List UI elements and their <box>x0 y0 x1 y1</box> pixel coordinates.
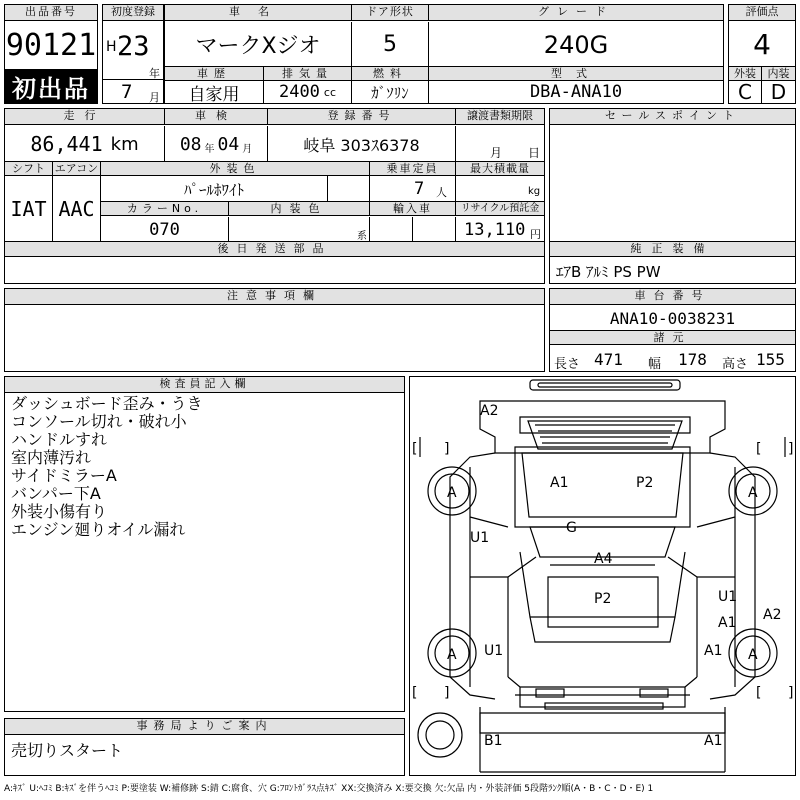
score-box <box>728 4 796 104</box>
width: 178 <box>678 350 707 369</box>
mark-wheel-br: A <box>748 647 758 663</box>
notes-label: 注意事項欄 <box>5 289 544 305</box>
history-label: 車歴 <box>165 67 264 81</box>
first-reg-month: 7 <box>121 81 133 103</box>
height: 155 <box>756 350 785 369</box>
color-no-label: カラーNo. <box>101 202 229 216</box>
inspector-box <box>4 376 405 712</box>
exterior-grade: C <box>729 81 762 103</box>
bracket-right-close: ] <box>788 685 794 701</box>
later-parts-label: 後日発送部品 <box>5 242 544 257</box>
model-label: 型式 <box>429 67 723 81</box>
exterior-color-label: 外装色 <box>101 162 370 176</box>
sales-points-box <box>549 108 796 284</box>
first-reg-year: 23 <box>117 31 150 62</box>
displacement-label: 排気量 <box>264 67 352 81</box>
registration-number: 岐阜 303ｽ6378 <box>268 126 456 162</box>
inspector-line: バンパー下A <box>11 484 101 503</box>
mileage-cell <box>5 126 165 162</box>
lot-label: 出品番号 <box>5 5 97 21</box>
interior-grade: D <box>770 80 787 104</box>
mark-a1-roof: A1 <box>550 475 569 491</box>
ac: AAC <box>53 176 101 242</box>
mark-p2-roof: P2 <box>636 475 654 491</box>
inspector-line: ハンドルすれ <box>11 430 108 449</box>
first-registration-box <box>102 4 164 104</box>
max-load-label: 最大積載量 <box>456 162 544 176</box>
exterior-color: ﾊﾟｰﾙﾎﾜｲﾄ <box>101 176 328 202</box>
inspector-line: 室内薄汚れ <box>11 448 92 467</box>
car-info-box <box>164 4 724 104</box>
length-label: 長さ <box>554 357 581 372</box>
import-label: 輸入車 <box>370 202 456 216</box>
office-label: 事務局よりご案内 <box>5 719 404 735</box>
displacement-cell <box>264 81 352 103</box>
inspection-month-unit: 月 <box>242 143 253 155</box>
transfer-month-unit: 月 <box>490 146 503 160</box>
inspector-line: サイドミラーA <box>11 466 117 485</box>
month-unit: 月 <box>149 91 160 104</box>
inspection-year: 08 <box>179 133 202 155</box>
inspection-cell <box>165 126 268 162</box>
chassis-label: 車台番号 <box>550 289 795 305</box>
max-load-cell <box>456 176 544 202</box>
interior-color-label: 内装色 <box>229 202 370 216</box>
genuine-equipment: ｴｱB ｱﾙﾐ PS PW <box>556 263 661 281</box>
inspection-label: 車検 <box>165 109 268 125</box>
dims-label: 諸元 <box>550 331 795 345</box>
interior-color-unit: 系 <box>357 231 367 242</box>
mileage-unit: km <box>110 133 139 155</box>
width-label: 幅 <box>648 357 662 372</box>
mark-a1-right-front: A1 <box>718 615 737 631</box>
shift-label: シフト <box>5 162 53 176</box>
office-text: 売切りスタート <box>11 741 124 760</box>
shift: IAT <box>5 176 53 242</box>
year-unit: 年 <box>149 67 160 80</box>
exterior-color-extra <box>328 176 370 202</box>
max-load-unit: kg <box>528 186 541 197</box>
capacity-unit: 人 <box>436 186 447 199</box>
interior-label: 内装 <box>762 67 795 81</box>
recycle-cell <box>456 217 544 242</box>
fuel-label: 燃料 <box>352 67 429 81</box>
inspector-line: エンジン廻りオイル漏れ <box>11 520 186 539</box>
sales-points-value <box>550 126 795 242</box>
mark-p2-hood: P2 <box>594 591 612 607</box>
car-name: マークXジオ <box>165 22 352 67</box>
mark-a2-top: A2 <box>480 403 499 419</box>
genuine-equipment-label: 純正装備 <box>550 242 795 257</box>
first-reg-label: 初度登録 <box>103 5 163 21</box>
mark-wheel-tl: A <box>447 485 457 501</box>
mileage-label: 走行 <box>5 109 165 125</box>
transfer-day-unit: 日 <box>528 146 541 160</box>
notes-box <box>4 288 545 372</box>
first-listing-badge: 初出品 <box>5 69 97 103</box>
grade-label: グレード <box>429 5 723 21</box>
sales-points-label: セールスポイント <box>550 109 795 125</box>
exterior-label: 外装 <box>729 67 762 81</box>
import-cell-a <box>370 217 413 242</box>
recycle-unit: 円 <box>530 228 541 241</box>
inspection-month: 04 <box>217 133 240 155</box>
damage-diagram <box>409 376 796 776</box>
mark-u1-left-rear: U1 <box>484 643 504 659</box>
inspector-line: ダッシュボード歪み・うき <box>11 394 203 413</box>
mark-u1-right-front: U1 <box>718 589 738 605</box>
car-outline <box>410 377 795 775</box>
capacity-label: 乗車定員 <box>370 162 456 176</box>
mark-a4-hood: A4 <box>594 551 613 567</box>
transfer-label: 譲渡書類期限 <box>456 109 544 125</box>
later-parts-value <box>5 258 544 283</box>
grade: 240G <box>543 30 609 59</box>
dims-row <box>550 346 795 371</box>
bracket-right-open: [ <box>756 441 762 457</box>
mark-a1-bottom: A1 <box>704 733 723 749</box>
bracket-left-close: ] <box>444 685 450 701</box>
legend: A:ｷｽﾞ U:ﾍｺﾐ B:ｷｽﾞを伴うﾍｺﾐ P:要塗装 W:補修跡 S:錆 C:腐食、穴 G:ﾌﾛﾝﾄｶﾞﾗｽ点ｷｽﾞ XX:交換済み X:要交換 欠:欠品 内・外装評価 5段階ﾗﾝｸ順(A・B・C・D・E) 1 <box>4 784 654 794</box>
doors: 5 <box>352 22 429 67</box>
mark-wheel-tr: A <box>748 485 758 501</box>
reg-label: 登録番号 <box>268 109 456 125</box>
capacity-cell <box>370 176 456 202</box>
inspection-year-unit: 年 <box>204 143 215 155</box>
door-label: ドア形状 <box>352 5 429 21</box>
chassis-box <box>549 288 796 372</box>
model: DBA-ANA10 <box>529 82 623 102</box>
inspector-line: コンソール切れ・破れ小 <box>11 412 187 431</box>
fuel: ｶﾞｿﾘﾝ <box>352 81 429 103</box>
mark-a2-right: A2 <box>763 607 782 623</box>
mark-b1-bottom: B1 <box>484 733 503 749</box>
bracket-right-open: [ <box>756 685 762 701</box>
color-no: 070 <box>101 217 229 242</box>
displacement: 2400 <box>278 82 320 102</box>
length: 471 <box>594 350 623 369</box>
mileage: 86,441 <box>30 132 103 156</box>
office-box <box>4 718 405 776</box>
inspector-label: 検査員記入欄 <box>5 377 404 393</box>
car-name-label: 車名 <box>165 5 352 21</box>
score-label: 評価点 <box>729 5 795 21</box>
bracket-left-open: [ <box>412 685 418 701</box>
transfer-cell <box>456 126 544 162</box>
mark-a1-right-rear: A1 <box>704 643 723 659</box>
mark-g-windshield: G <box>566 520 577 536</box>
displacement-unit: cc <box>323 85 337 99</box>
bracket-left-close: ] <box>444 441 450 457</box>
recycle-label: リサイクル預託金 <box>456 202 544 216</box>
era: H <box>106 39 117 55</box>
import-cell-b <box>413 217 456 242</box>
interior-color-cell <box>229 217 370 242</box>
bracket-right-close: ] <box>788 441 794 457</box>
inspector-lines <box>11 395 401 539</box>
capacity: 7 <box>414 179 425 199</box>
score: 4 <box>753 28 771 61</box>
ac-label: エアコン <box>53 162 101 176</box>
height-label: 高さ <box>722 357 749 372</box>
bracket-left-open: [ <box>412 441 418 457</box>
recycle: 13,110 <box>464 220 526 240</box>
details-box <box>4 108 545 284</box>
history: 自家用 <box>165 81 264 103</box>
mark-u1-left-front: U1 <box>470 530 490 546</box>
inspector-line: 外装小傷有り <box>11 502 108 521</box>
mark-wheel-bl: A <box>447 647 457 663</box>
lot-box <box>4 4 98 104</box>
chassis-number: ANA10-0038231 <box>609 308 736 328</box>
lot-number: 90121 <box>5 27 97 63</box>
